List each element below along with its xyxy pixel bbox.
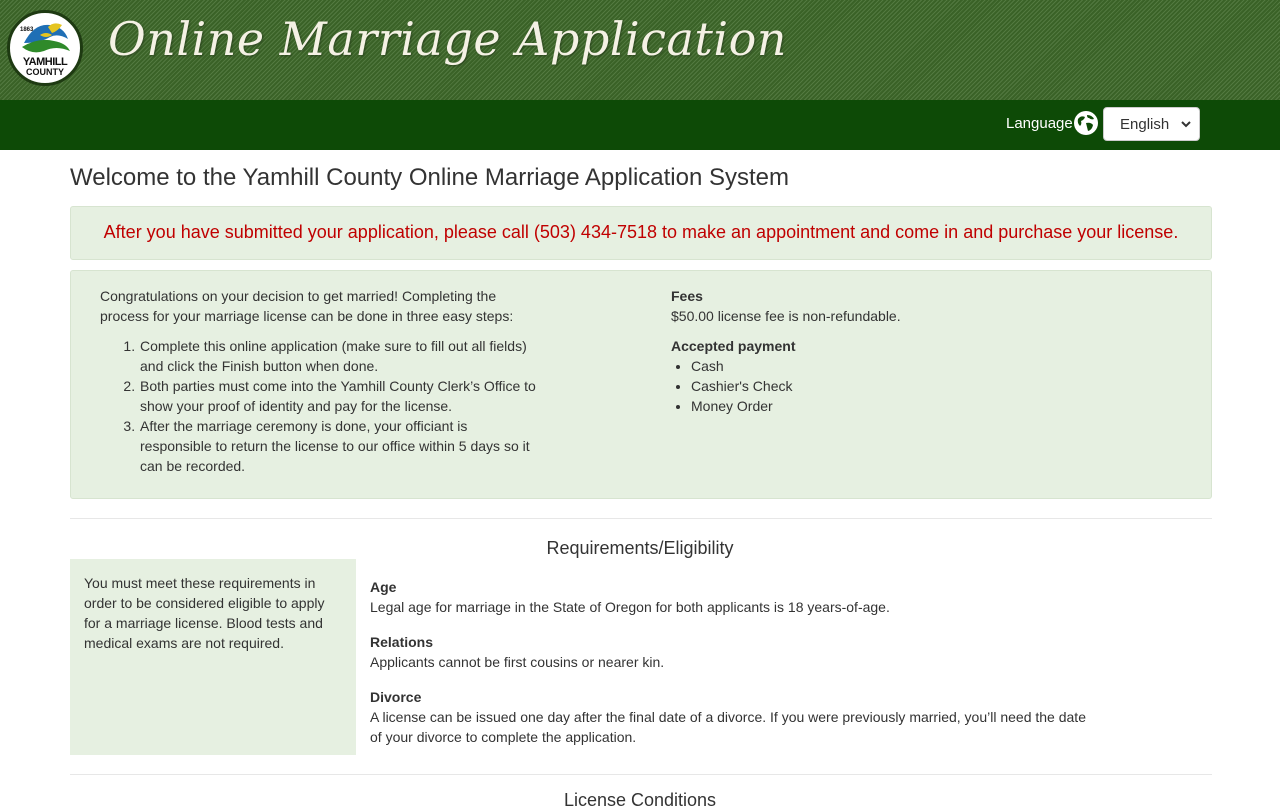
county-seal-logo [7,10,83,86]
requirement-text: Applicants cannot be first cousins or nearer kin. [370,654,665,670]
language-label: Language [1006,115,1073,132]
alert-text: After you have submitted your application, please call (503) 434-7518 to make an appointment and come in and purchase your license. [103,222,1179,242]
seal-name-line1: YAMHILL [22,56,68,68]
globe-icon [1073,110,1099,136]
requirement-heading: Divorce [370,689,422,705]
chevron-down-icon [1181,119,1191,129]
payment-item: • Cashier's Check [691,376,1171,396]
steps-list [139,336,539,476]
step-item: 1. Complete this online application (make sure to fill out all fields) and click the Finish button when done. [139,336,539,376]
requirements-intro: You must meet these requirements in order to be considered eligible to apply for a marriage license. Blood tests and medical exams are not required. [70,559,356,755]
fees-column [671,286,1171,416]
page-title: Welcome to the Yamhill County Online Marriage Application System [70,164,790,191]
fees-heading: Fees [671,288,703,304]
step-item: 3. After the marriage ceremony is done, your officiant is responsible to return the license to our office within 5 days so it can be recorded. [139,416,539,476]
license-conditions-title: License Conditions [563,790,717,810]
requirement-heading: Age [370,579,397,595]
seal-name-line2: COUNTY [26,67,64,77]
language-selected-value: English [1120,115,1170,133]
requirement-text: Legal age for marriage in the State of Oregon for both applicants is 18 years-of-age. [370,599,890,615]
fees-text: $50.00 license fee is non-refundable. [671,308,901,324]
appointment-alert [70,206,1212,260]
payment-item: • Money Order [691,396,1171,416]
requirement-divorce [370,687,1100,747]
header-banner [0,0,1280,100]
language-select[interactable] [1103,107,1200,141]
intro-text: Congratulations on your decision to get married! Completing the process for your marriage license can be done in three easy steps: [100,288,514,324]
seal-year: 1863 [20,27,34,33]
payment-item: • Cash [691,356,1171,376]
payment-list [671,356,1171,416]
requirements-title: Requirements/Eligibility [546,538,734,558]
step-item: 2. Both parties must come into the Yamhill County Clerk’s Office to show your proof of identity and pay for the license. [139,376,539,416]
payment-heading: Accepted payment [671,338,796,354]
requirement-heading: Relations [370,634,434,650]
requirement-relations [370,632,1100,672]
site-title: Online Marriage Application [108,12,787,66]
divider [70,518,1212,519]
requirements-list [370,577,1100,762]
requirement-text: A license can be issued one day after the final date of a divorce. If you were previously married, you’ll need the date of your divorce to complete the application. [370,709,1086,745]
requirement-age [370,577,1100,617]
info-panel [70,270,1212,499]
divider [70,774,1212,775]
